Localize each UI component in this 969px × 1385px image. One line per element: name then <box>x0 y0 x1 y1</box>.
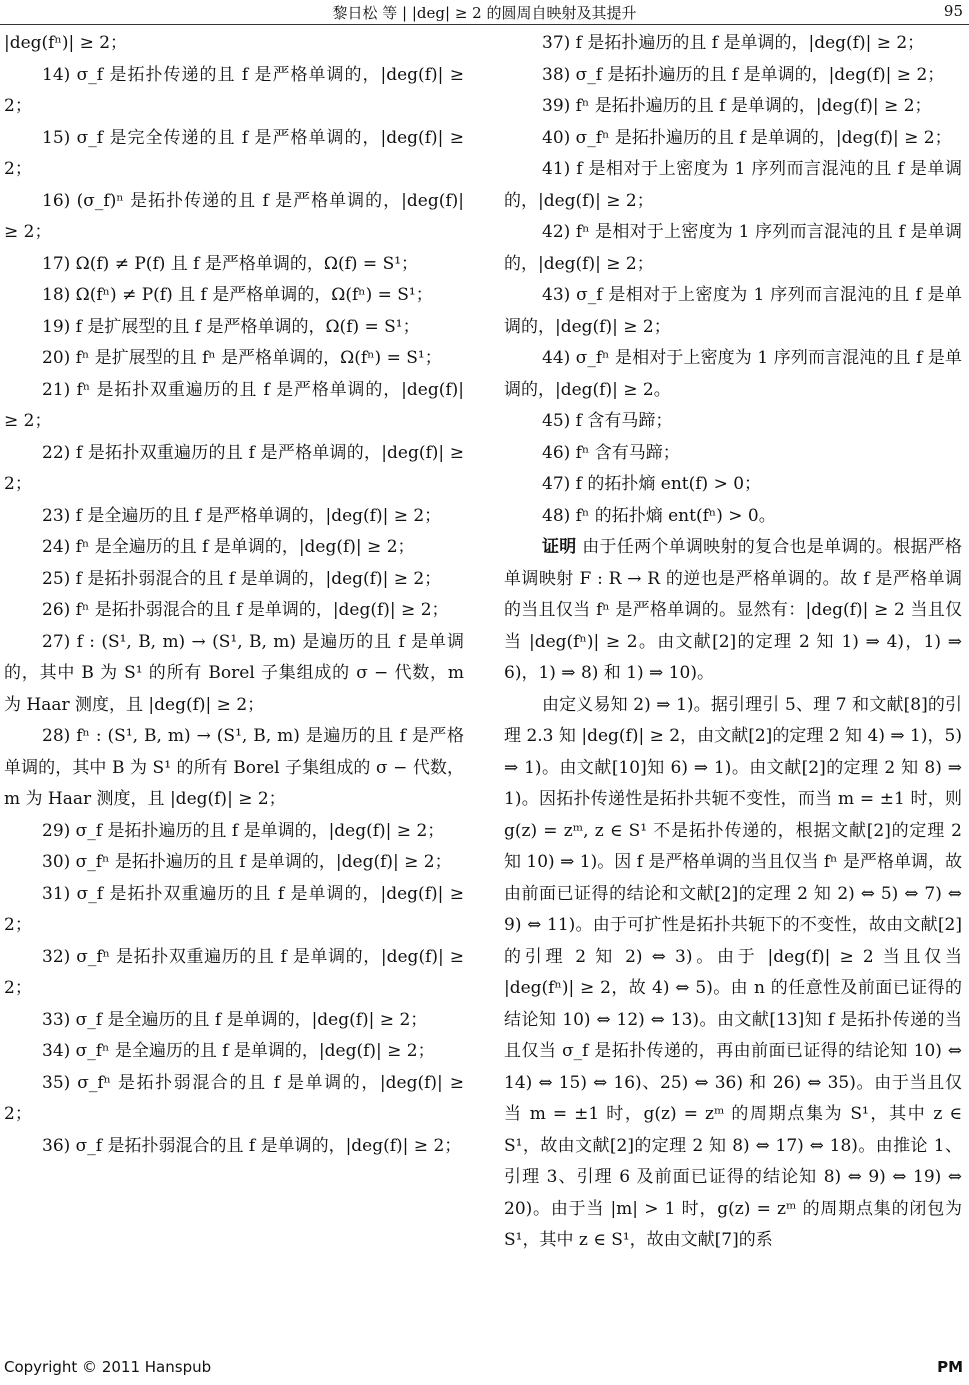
paragraph-text: 29) σ_f 是拓扑遍历的且 f 是单调的，|deg(f)| ≥ 2； <box>42 820 445 841</box>
paragraph-text: 30) σ_fⁿ 是拓扑遍历的且 f 是单调的，|deg(f)| ≥ 2； <box>42 852 452 872</box>
paragraph-text: 21) fⁿ 是拓扑双重遍历的且 f 是严格单调的，|deg(f)| ≥ 2； <box>4 379 464 431</box>
paragraph-r01 <box>504 28 962 60</box>
paragraph-l22 <box>4 1036 464 1068</box>
paragraph-l06 <box>4 280 464 312</box>
paragraph-text: 19) f 是扩展型的且 f 是严格单调的，Ω(f) = S¹； <box>42 316 420 337</box>
paragraph-r05 <box>504 154 962 217</box>
paragraph-text: 47) f 的拓扑熵 ent(f) > 0； <box>542 474 762 494</box>
paragraph-l09 <box>4 375 464 438</box>
paragraph-l24 <box>4 1131 464 1163</box>
paragraph-text: 36) σ_f 是拓扑弱混合的且 f 是单调的，|deg(f)| ≥ 2； <box>42 1135 462 1156</box>
paragraph-r07 <box>504 280 962 343</box>
paragraph-text: 37) f 是拓扑遍历的且 f 是单调的，|deg(f)| ≥ 2； <box>542 33 925 53</box>
paragraph-l05 <box>4 249 464 281</box>
paragraph-text: 45) f 含有马蹄； <box>542 411 673 431</box>
paragraph-l21 <box>4 1005 464 1037</box>
paragraph-l15 <box>4 627 464 722</box>
paragraph-r02 <box>504 60 962 92</box>
paragraph-text: 34) σ_fⁿ 是全遍历的且 f 是单调的，|deg(f)| ≥ 2； <box>42 1041 435 1061</box>
paragraph-l16 <box>4 721 464 816</box>
paragraph-r08 <box>504 343 962 406</box>
paragraph-text: 32) σ_fⁿ 是拓扑双重遍历的且 f 是单调的，|deg(f)| ≥ 2； <box>4 946 464 998</box>
paragraph-r10 <box>504 438 962 470</box>
paragraph-r12 <box>504 501 962 533</box>
proof-label: 证明 <box>542 537 577 557</box>
paragraph-text: 41) f 是相对于上密度为 1 序列而言混沌的且 f 是单调的，|deg(f)| ≥ 2； <box>504 159 962 211</box>
paragraph-l01 <box>4 28 464 60</box>
paragraph-r06 <box>504 217 962 280</box>
paragraph-r14 <box>504 690 962 1257</box>
right-column <box>504 28 962 1348</box>
paragraph-l02 <box>4 60 464 123</box>
paragraph-r03 <box>504 91 962 123</box>
paragraph-text: 43) σ_f 是相对于上密度为 1 序列而言混沌的且 f 是单调的，|deg(f)| ≥ 2； <box>504 285 962 337</box>
paragraph-text: 46) fⁿ 含有马蹄； <box>542 442 680 463</box>
running-title: 黎日松 等 | |deg| ≥ 2 的圆周自映射及其提升 <box>332 4 637 22</box>
paragraph-text: 17) Ω(f) ≠ P(f) 且 f 是严格单调的，Ω(f) = S¹； <box>42 253 419 274</box>
paragraph-text: 42) fⁿ 是相对于上密度为 1 序列而言混沌的且 f 是单调的，|deg(f)| ≥ 2； <box>504 222 962 274</box>
paragraph-l07 <box>4 312 464 344</box>
paragraph-l08 <box>4 343 464 375</box>
paragraph-l19 <box>4 879 464 942</box>
paragraph-text: 15) σ_f 是完全传递的且 f 是严格单调的，|deg(f)| ≥ 2； <box>4 127 464 179</box>
paragraph-r09 <box>504 406 962 438</box>
paragraph-text: 26) fⁿ 是拓扑弱混合的且 f 是单调的，|deg(f)| ≥ 2； <box>42 600 449 620</box>
header-rule <box>0 24 969 25</box>
paragraph-text: |deg(fⁿ)| ≥ 2； <box>4 33 128 53</box>
paragraph-text: 20) fⁿ 是扩展型的且 fⁿ 是严格单调的，Ω(fⁿ) = S¹； <box>42 348 442 368</box>
paragraph-text: 23) f 是全遍历的且 f 是严格单调的，|deg(f)| ≥ 2； <box>42 505 442 526</box>
paragraph-r13 <box>504 532 962 690</box>
page-footer <box>0 1358 969 1380</box>
paragraph-text: 33) σ_f 是全遍历的且 f 是单调的，|deg(f)| ≥ 2； <box>42 1009 428 1030</box>
paragraph-text: 35) σ_fⁿ 是拓扑弱混合的且 f 是单调的，|deg(f)| ≥ 2； <box>4 1072 464 1124</box>
paragraph-text: 22) f 是拓扑双重遍历的且 f 是严格单调的，|deg(f)| ≥ 2； <box>4 442 464 494</box>
paragraph-text: 16) (σ_f)ⁿ 是拓扑传递的且 f 是严格单调的，|deg(f)| ≥ 2； <box>4 190 464 242</box>
paragraph-r04 <box>504 123 962 155</box>
page-number: 95 <box>943 2 963 20</box>
paragraph-text: 39) fⁿ 是拓扑遍历的且 f 是单调的，|deg(f)| ≥ 2； <box>542 96 932 116</box>
paragraph-l14 <box>4 595 464 627</box>
paragraph-text: 28) fⁿ : (S¹, B, m) → (S¹, B, m) 是遍历的且 f 是严格单调的，其中 B 为 S¹ 的所有 Borel 子集组成的 σ − 代数，m 为 Haar 测度，且 |deg(f)| ≥ 2； <box>4 726 464 809</box>
paragraph-l11 <box>4 501 464 533</box>
paragraph-text: 由定义易知 2) ⇒ 1)。据引理引 5、理 7 和文献[8]的引理 2.3 知 |deg(f)| ≥ 2，由文献[2]的定理 2 知 4) ⇒ 1)，5) ⇒ 1)。由文献[10]知 6) ⇒ 1)。由文献[2]的定理 2 知 8) ⇒ 1)。因拓扑传递性是拓扑共轭不变性，而当 m = ±1 时，则 g(z) = zᵐ, z ∈ S¹ 不是拓扑传递的，根据文献[2]的定理 2 知 10) ⇒ 1)。因 f 是严格单调的当且仅当 fⁿ 是严格单调，故由前面已证得的结论和文献[2]的定理 2 知 2) ⇔ 5) ⇔ 7) ⇔ 9) ⇔ 11)。由于可扩性是拓扑共轭下的不变性，故由文献[2]的引理 2 知 2) ⇔ 3)。由于 |deg(f)| ≥ 2 当且仅当 |deg(fⁿ)| ≥ 2，故 4) ⇔ 5)。由 n 的任意性及前面已证得的结论知 10) ⇔ 12) ⇔ 13)。由文献[13]知 f 是拓扑传递的当且仅当 σ_f 是拓扑传递的，再由前面已证得的结论知 10) ⇔ 14) ⇔ 15) ⇔ 16)、25) ⇔ 36) 和 26) ⇔ 35)。由于当且仅当 m = ±1 时，g(z) = zᵐ 的周期点集为 S¹，其中 z ∈ S¹，故由文献[2]的定理 2 知 8) ⇔ 17) ⇔ 18)。由推论 1、引理 3、引理 6 及前面已证得的结论知 8) ⇔ 9) ⇔ 19) ⇔ 20)。由于当 |m| > 1 时，g(z) = zᵐ 的周期点集的闭包为 S¹，其中 z ∈ S¹，故由文献[7]的系 <box>504 694 962 1250</box>
paragraph-l10 <box>4 438 464 501</box>
paragraph-text: 27) f : (S¹, B, m) → (S¹, B, m) 是遍历的且 f 是单调的，其中 B 为 S¹ 的所有 Borel 子集组成的 σ − 代数，m 为 Haar 测度，且 |deg(f)| ≥ 2； <box>4 631 464 715</box>
running-header <box>0 0 969 22</box>
left-column <box>4 28 464 1348</box>
paragraph-l17 <box>4 816 464 848</box>
paragraph-text: 48) fⁿ 的拓扑熵 ent(fⁿ) > 0。 <box>542 505 776 526</box>
paragraph-text: 44) σ_fⁿ 是相对于上密度为 1 序列而言混沌的且 f 是单调的，|deg(f)| ≥ 2。 <box>504 348 962 400</box>
paragraph-text: 24) fⁿ 是全遍历的且 f 是单调的，|deg(f)| ≥ 2； <box>42 537 415 557</box>
paragraph-l04 <box>4 186 464 249</box>
paragraph-l13 <box>4 564 464 596</box>
paragraph-l20 <box>4 942 464 1005</box>
journal-brand: PM <box>937 1358 963 1376</box>
paragraph-text: 31) σ_f 是拓扑双重遍历的且 f 是单调的，|deg(f)| ≥ 2； <box>4 883 464 935</box>
paragraph-text: 25) f 是拓扑弱混合的且 f 是单调的，|deg(f)| ≥ 2； <box>42 568 442 589</box>
paragraph-l03 <box>4 123 464 186</box>
paragraph-text: 38) σ_f 是拓扑遍历的且 f 是单调的，|deg(f)| ≥ 2； <box>542 64 945 85</box>
paragraph-l18 <box>4 847 464 879</box>
copyright-notice: Copyright © 2011 Hanspub <box>4 1358 212 1376</box>
paragraph-text: 14) σ_f 是拓扑传递的且 f 是严格单调的，|deg(f)| ≥ 2； <box>4 64 464 116</box>
paragraph-text: 由于任两个单调映射的复合也是单调的。根据严格单调映射 F : R → R 的逆也是严格单调的。故 f 是严格单调的当且仅当 fⁿ 是严格单调的。显然有：|deg(f)| ≥ 2 当且仅当 |deg(fⁿ)| ≥ 2。由文献[2]的定理 2 知 1) ⇒ 4)，1) ⇒ 6)，1) ⇒ 8) 和 1) ⇒ 10)。 <box>504 537 962 683</box>
paragraph-text: 18) Ω(fⁿ) ≠ P(f) 且 f 是严格单调的，Ω(fⁿ) = S¹； <box>42 285 433 305</box>
paragraph-r11 <box>504 469 962 501</box>
paragraph-text: 40) σ_fⁿ 是拓扑遍历的且 f 是单调的，|deg(f)| ≥ 2； <box>542 127 952 148</box>
paragraph-l12 <box>4 532 464 564</box>
paragraph-l23 <box>4 1068 464 1131</box>
